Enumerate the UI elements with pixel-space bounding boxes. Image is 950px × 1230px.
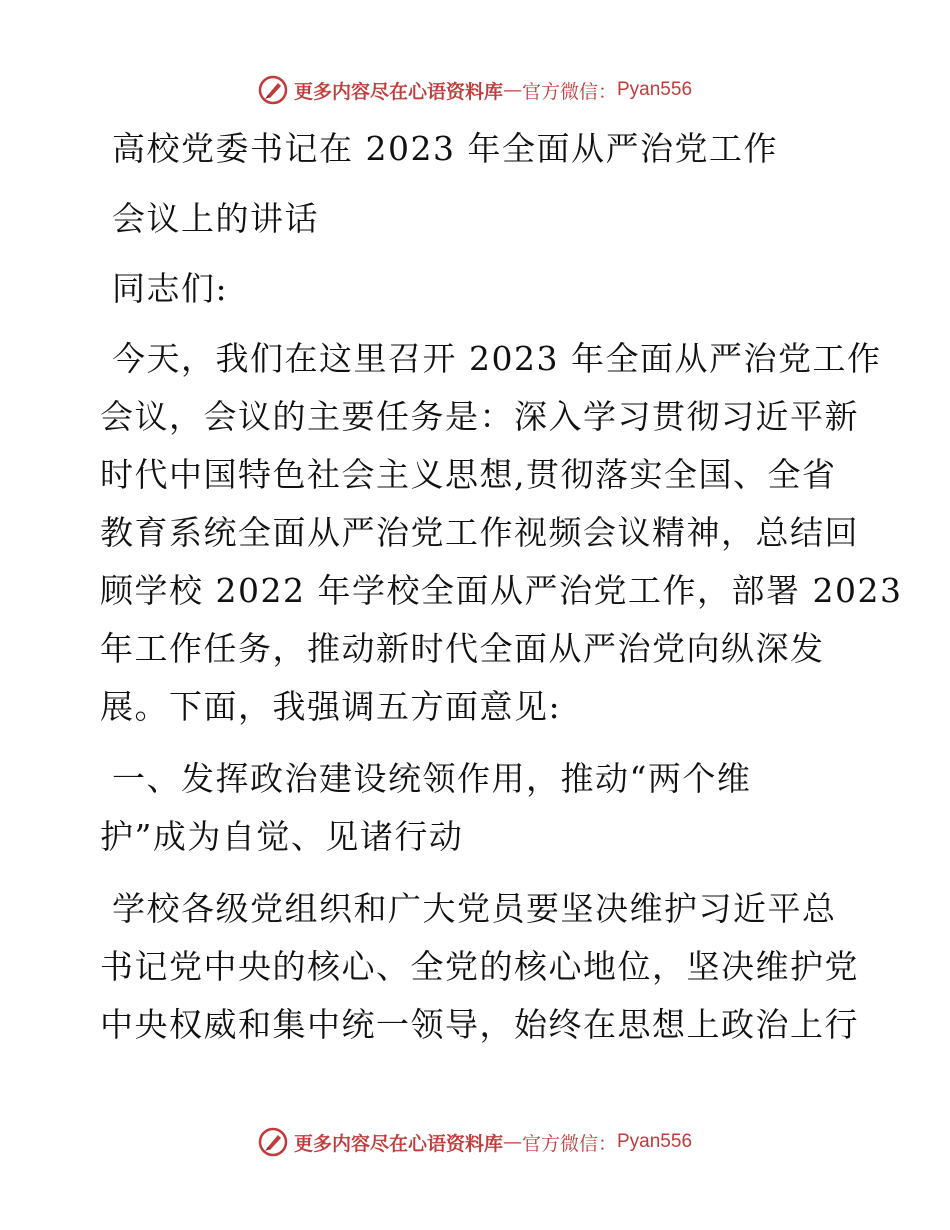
paragraph-line: 年工作任务，推动新时代全面从严治党向纵深发 xyxy=(100,629,825,668)
paragraph-line: 中央权威和集中统一领导，始终在思想上政治上行 xyxy=(100,1005,859,1044)
logo-seal-icon xyxy=(258,1127,288,1157)
paragraph-line: 今天，我们在这里召开 2023 年全面从严治党工作 xyxy=(112,339,882,378)
paragraph-line: 顾学校 2022 年学校全面从严治党工作，部署 2023 xyxy=(100,571,903,610)
section-heading-1 xyxy=(100,750,860,866)
watermark-dash: — xyxy=(502,79,522,101)
watermark-dash: — xyxy=(502,1131,522,1153)
paragraph-section-1 xyxy=(100,880,860,1054)
paragraph-intro xyxy=(100,330,903,736)
header-watermark xyxy=(0,72,950,108)
paragraph-line: 教育系统全面从严治党工作视频会议精神，总结回 xyxy=(100,513,859,552)
salutation: 同志们: xyxy=(112,269,229,308)
watermark-official-label: 官方微信： xyxy=(521,80,617,103)
paragraph-line: 学校各级党组织和广大党员要坚决维护习近平总 xyxy=(112,889,837,928)
heading-line: 一、发挥政治建设统领作用，推动“两个维 xyxy=(112,759,752,798)
title-line-2: 会议上的讲话 xyxy=(112,199,319,238)
paragraph-line: 时代中国特色社会主义思想,贯彻落实全国、全省 xyxy=(100,455,837,494)
document-body xyxy=(100,120,903,1054)
heading-line: 护”成为自觉、见诸行动 xyxy=(100,817,464,856)
watermark-main-text: 更多内容尽在心语资料库 xyxy=(293,80,503,103)
paragraph-line: 展。下面，我强调五方面意见: xyxy=(100,687,562,726)
paragraph-line: 会议，会议的主要任务是：深入学习贯彻习近平新 xyxy=(100,397,859,436)
watermark-official-label: 官方微信： xyxy=(521,1132,617,1155)
title-line-1: 高校党委书记在 2023 年全面从严治党工作 xyxy=(112,129,778,168)
paragraph-line: 书记党中央的核心、全党的核心地位，坚决维护党 xyxy=(100,947,859,986)
watermark-wechat-id: Pyan556 xyxy=(617,79,693,100)
footer-watermark xyxy=(0,1124,950,1160)
watermark-wechat-id: Pyan556 xyxy=(617,1131,693,1152)
watermark-main-text: 更多内容尽在心语资料库 xyxy=(293,1132,503,1155)
logo-seal-icon xyxy=(258,75,288,105)
